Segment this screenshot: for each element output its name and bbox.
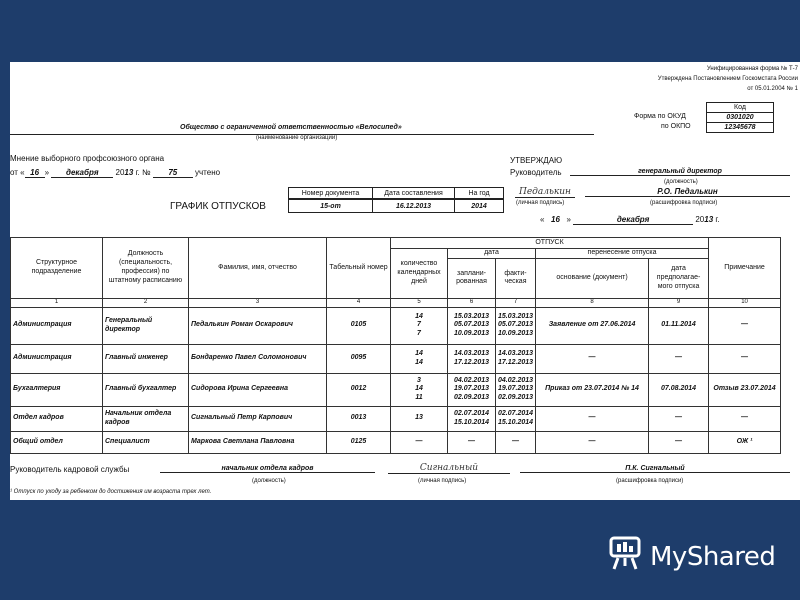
union-year-suffix: г. № bbox=[135, 168, 151, 177]
approve-signature: Педалькин bbox=[515, 187, 575, 198]
cell-days: — bbox=[391, 431, 448, 453]
table-row bbox=[11, 431, 781, 453]
cell-unit: Бухгалтерия bbox=[11, 373, 103, 406]
approve-position: генеральный директор bbox=[570, 168, 790, 176]
header-position: Должность (специальность, профессия) по штатному расписанию bbox=[103, 238, 189, 299]
cell-name: Маркова Светлана Павловна bbox=[189, 431, 327, 453]
union-opinion-line: от « 16 » декабря 2013 г. № 75 учтено bbox=[10, 168, 221, 177]
myshared-brand-name: MyShared bbox=[650, 541, 776, 572]
header-name: Фамилия, имя, отчество bbox=[189, 238, 327, 299]
document-title: ГРАФИК ОТПУСКОВ bbox=[170, 201, 266, 212]
col-number: 2 bbox=[103, 298, 189, 307]
union-day: 16 bbox=[25, 168, 45, 178]
doc-year-header: На год bbox=[454, 187, 504, 199]
col-number: 3 bbox=[189, 298, 327, 307]
cell-basis: — bbox=[536, 431, 649, 453]
approve-head-label: Руководитель bbox=[510, 168, 562, 177]
table-row bbox=[11, 344, 781, 373]
doc-year: 2014 bbox=[454, 199, 504, 213]
table-row bbox=[11, 406, 781, 431]
cell-actual: 02.07.2014 15.10.2014 bbox=[496, 406, 536, 431]
cell-note: — bbox=[709, 307, 781, 344]
cell-basis: — bbox=[536, 344, 649, 373]
cell-expected: 01.11.2014 bbox=[649, 307, 709, 344]
cell-position: Специалист bbox=[103, 431, 189, 453]
cell-actual: 14.03.2013 17.12.2013 bbox=[496, 344, 536, 373]
header-basis: основание (документ) bbox=[536, 258, 649, 298]
okpo-value: 12345678 bbox=[706, 122, 774, 133]
cell-position: Начальник отдела кадров bbox=[103, 406, 189, 431]
cell-name: Сидорова Ирина Сергеевна bbox=[189, 373, 327, 406]
cell-planned: 14.03.2013 17.12.2013 bbox=[448, 344, 496, 373]
cell-unit: Общий отдел bbox=[11, 431, 103, 453]
form-reference bbox=[658, 64, 798, 94]
approve-year-suffix: г. bbox=[715, 215, 720, 224]
hr-head-label: Руководитель кадровой службы bbox=[10, 465, 130, 474]
cell-days: 14 7 7 bbox=[391, 307, 448, 344]
union-accounted: учтено bbox=[195, 168, 221, 177]
cell-basis: Заявление от 27.06.2014 bbox=[536, 307, 649, 344]
header-unit: Структурное подразделение bbox=[11, 238, 103, 299]
col-number: 9 bbox=[649, 298, 709, 307]
hr-head-position: начальник отдела кадров bbox=[160, 465, 375, 473]
union-year-prefix: 20 bbox=[115, 168, 125, 177]
cell-basis: Приказ от 23.07.2014 № 14 bbox=[536, 373, 649, 406]
approve-name-caption: (расшифровка подписи) bbox=[650, 200, 718, 206]
cell-unit: Отдел кадров bbox=[11, 406, 103, 431]
cell-note: — bbox=[709, 406, 781, 431]
doc-date: 16.12.2013 bbox=[372, 199, 455, 213]
form-reference-line2: Утверждена Постановлением Госкомстата России bbox=[657, 76, 798, 82]
cell-days: 14 14 bbox=[391, 344, 448, 373]
header-actual: факти-ческая bbox=[496, 258, 536, 298]
header-transfer: перенесение отпуска bbox=[536, 249, 709, 259]
doc-number: 15-от bbox=[288, 199, 373, 213]
form-reference-line1: Унифицированная форма № Т-7 bbox=[706, 66, 798, 72]
approve-name: Р.О. Педалькин bbox=[585, 187, 790, 197]
cell-planned: 15.03.2013 05.07.2013 10.09.2013 bbox=[448, 307, 496, 344]
cell-tabnum: 0012 bbox=[327, 373, 391, 406]
col-number: 4 bbox=[327, 298, 391, 307]
cell-tabnum: 0013 bbox=[327, 406, 391, 431]
approve-month: декабря bbox=[573, 215, 693, 225]
cell-position: Генеральный директор bbox=[103, 307, 189, 344]
cell-tabnum: 0095 bbox=[327, 344, 391, 373]
header-vacation: ОТПУСК bbox=[391, 238, 709, 249]
cell-planned: — bbox=[448, 431, 496, 453]
cell-name: Бондаренко Павел Соломонович bbox=[189, 344, 327, 373]
cell-actual: 04.02.2013 19.07.2013 02.09.2013 bbox=[496, 373, 536, 406]
union-month: декабря bbox=[51, 168, 113, 178]
organization-caption: (наименование организации) bbox=[256, 135, 338, 141]
hr-head-signature: Сигнальный bbox=[388, 463, 510, 474]
table-row bbox=[11, 307, 781, 344]
vacation-schedule-table bbox=[10, 237, 781, 454]
cell-actual: — bbox=[496, 431, 536, 453]
approve-position-caption: (должность) bbox=[664, 179, 698, 185]
footnote: ¹ Отпуск по уходу за ребенком до достижения им возраста трех лет. bbox=[10, 489, 212, 495]
approve-day: 16 bbox=[551, 215, 560, 224]
cell-name: Педалькин Роман Оскарович bbox=[189, 307, 327, 344]
cell-days: 3 14 11 bbox=[391, 373, 448, 406]
cell-planned: 04.02.2013 19.07.2013 02.09.2013 bbox=[448, 373, 496, 406]
cell-note: — bbox=[709, 344, 781, 373]
header-note: Примечание bbox=[709, 238, 781, 299]
document-sheet bbox=[10, 62, 800, 500]
cell-expected: 07.08.2014 bbox=[649, 373, 709, 406]
approve-date-line: « 16 » декабря 2013 г. bbox=[540, 215, 720, 224]
okpo-label: по ОКПО bbox=[661, 123, 691, 130]
col-number: 1 bbox=[11, 298, 103, 307]
cell-name: Сигнальный Петр Карпович bbox=[189, 406, 327, 431]
cell-position: Главный инженер bbox=[103, 344, 189, 373]
hr-head-signature-caption: (личная подпись) bbox=[418, 478, 467, 484]
cell-expected: — bbox=[649, 431, 709, 453]
header-expected: дата предполагае-мого отпуска bbox=[649, 258, 709, 298]
table-row bbox=[11, 373, 781, 406]
approve-year: 13 bbox=[704, 215, 714, 224]
header-date: дата bbox=[448, 249, 536, 259]
approve-year-prefix: 20 bbox=[695, 215, 705, 224]
okud-label: Форма по ОКУД bbox=[634, 113, 686, 120]
header-tabnum: Табельный номер bbox=[327, 238, 391, 299]
cell-tabnum: 0105 bbox=[327, 307, 391, 344]
codes-header: Код bbox=[706, 102, 774, 113]
hr-head-name: П.К. Сигнальный bbox=[520, 465, 790, 473]
union-from: от bbox=[10, 168, 18, 177]
doc-number-header: Номер документа bbox=[288, 187, 373, 199]
myshared-logo-icon bbox=[608, 536, 642, 577]
header-days: количество календарных дней bbox=[391, 249, 448, 299]
union-number: 75 bbox=[153, 168, 193, 178]
organization-name: Общество с ограниченной ответственностью «Велосипед» bbox=[180, 124, 402, 131]
cell-days: 13 bbox=[391, 406, 448, 431]
hr-head-position-caption: (должность) bbox=[252, 478, 286, 484]
header-planned: заплани-рованная bbox=[448, 258, 496, 298]
col-number: 5 bbox=[391, 298, 448, 307]
col-number: 7 bbox=[496, 298, 536, 307]
col-number: 6 bbox=[448, 298, 496, 307]
hr-head-name-caption: (расшифровка подписи) bbox=[616, 478, 684, 484]
col-number: 10 bbox=[709, 298, 781, 307]
cell-tabnum: 0125 bbox=[327, 431, 391, 453]
okud-value: 0301020 bbox=[706, 112, 774, 123]
cell-actual: 15.03.2013 05.07.2013 10.09.2013 bbox=[496, 307, 536, 344]
cell-note: Отзыв 23.07.2014 bbox=[709, 373, 781, 406]
col-number: 8 bbox=[536, 298, 649, 307]
cell-unit: Администрация bbox=[11, 307, 103, 344]
cell-planned: 02.07.2014 15.10.2014 bbox=[448, 406, 496, 431]
myshared-brand[interactable] bbox=[608, 536, 775, 577]
cell-expected: — bbox=[649, 406, 709, 431]
doc-date-header: Дата составления bbox=[372, 187, 455, 199]
cell-expected: — bbox=[649, 344, 709, 373]
cell-unit: Администрация bbox=[11, 344, 103, 373]
cell-basis: — bbox=[536, 406, 649, 431]
union-year: 13 bbox=[124, 168, 134, 177]
union-opinion-label: Мнение выборного профсоюзного органа bbox=[10, 154, 165, 163]
approve-title: УТВЕРЖДАЮ bbox=[510, 156, 563, 165]
cell-note: ОЖ ¹ bbox=[709, 431, 781, 453]
cell-position: Главный бухгалтер bbox=[103, 373, 189, 406]
form-reference-line3: от 05.01.2004 № 1 bbox=[747, 86, 798, 92]
approve-signature-caption: (личная подпись) bbox=[516, 200, 565, 206]
